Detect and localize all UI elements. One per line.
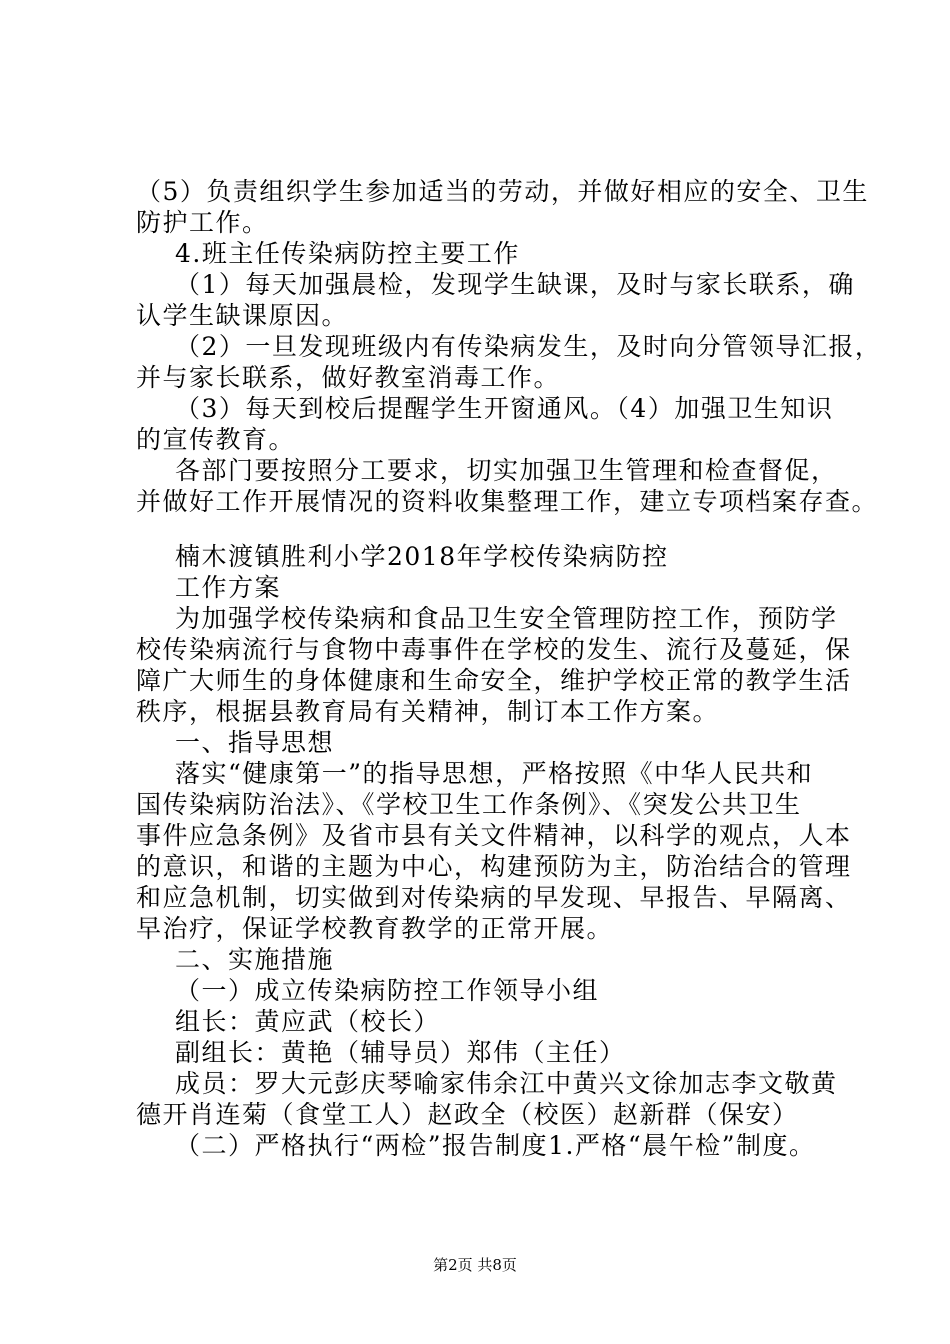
text-line: 早治疗，保证学校教育教学的正常开展。	[136, 914, 614, 943]
text-line: （3）每天到校后提醒学生开窗通风。（4）加强卫生知识	[175, 394, 834, 423]
text-line: （1）每天加强晨检，发现学生缺课，及时与家长联系，确	[175, 270, 855, 299]
text-line: 认学生缺课原因。	[136, 301, 349, 330]
text-line: 国传染病防治法》、《学校卫生工作条例》、《突发公共卫生	[136, 790, 802, 819]
text-line: 德开肖连菊（食堂工人）赵政全（校医）赵新群（保安）	[136, 1100, 799, 1129]
text-line: 并与家长联系，做好教室消毒工作。	[136, 363, 561, 392]
text-line: 的意识，和谐的主题为中心，构建预防为主，防治结合的管理	[136, 852, 852, 881]
text-line: 防护工作。	[136, 208, 269, 237]
text-line: 成员：罗大元彭庆琴喻家伟余江中黄兴文徐加志李文敬黄	[175, 1069, 838, 1098]
text-line: 事件应急条例》及省市县有关文件精神，以科学的观点，人本	[136, 821, 852, 850]
section-heading: 一、指导思想	[175, 728, 335, 757]
text-line: 校传染病流行与食物中毒事件在学校的发生、流行及蔓延，保	[136, 635, 852, 664]
document-title: 工作方案	[175, 573, 282, 602]
subsection-heading: （一）成立传染病防控工作领导小组	[175, 976, 600, 1005]
text-line: 的宣传教育。	[136, 425, 296, 454]
document-title: 楠木渡镇胜利小学2018年学校传染病防控	[175, 542, 669, 571]
text-line: 并做好工作开展情况的资料收集整理工作，建立专项档案存查。	[136, 487, 879, 516]
text-line: （2）一旦发现班级内有传染病发生，及时向分管领导汇报，	[175, 332, 882, 361]
text-line: 副组长：黄艳（辅导员）郑伟（主任）	[175, 1038, 626, 1067]
text-line: （二）严格执行“两检”报告制度1.严格“晨午检”制度。	[175, 1131, 816, 1160]
page-number: 第2页 共8页	[433, 1256, 517, 1274]
text-line: （5）负责组织学生参加适当的劳动，并做好相应的安全、卫生	[136, 177, 869, 206]
text-line: 秩序，根据县教育局有关精神，制订本工作方案。	[136, 697, 720, 726]
text-line: 各部门要按照分工要求，切实加强卫生管理和检查督促，	[175, 456, 838, 485]
text-line: 障广大师生的身体健康和生命安全，维护学校正常的教学生活	[136, 666, 852, 695]
text-line: 落实“健康第一”的指导思想，严格按照《中华人民共和	[175, 759, 814, 788]
section-heading: 二、实施措施	[175, 945, 335, 974]
text-line: 为加强学校传染病和食品卫生安全管理防控工作，预防学	[175, 604, 838, 633]
text-line: 组长：黄应武（校长）	[175, 1007, 441, 1036]
section-heading: 4.班主任传染病防控主要工作	[175, 239, 520, 268]
text-line: 和应急机制，切实做到对传染病的早发现、早报告、早隔离、	[136, 883, 852, 912]
